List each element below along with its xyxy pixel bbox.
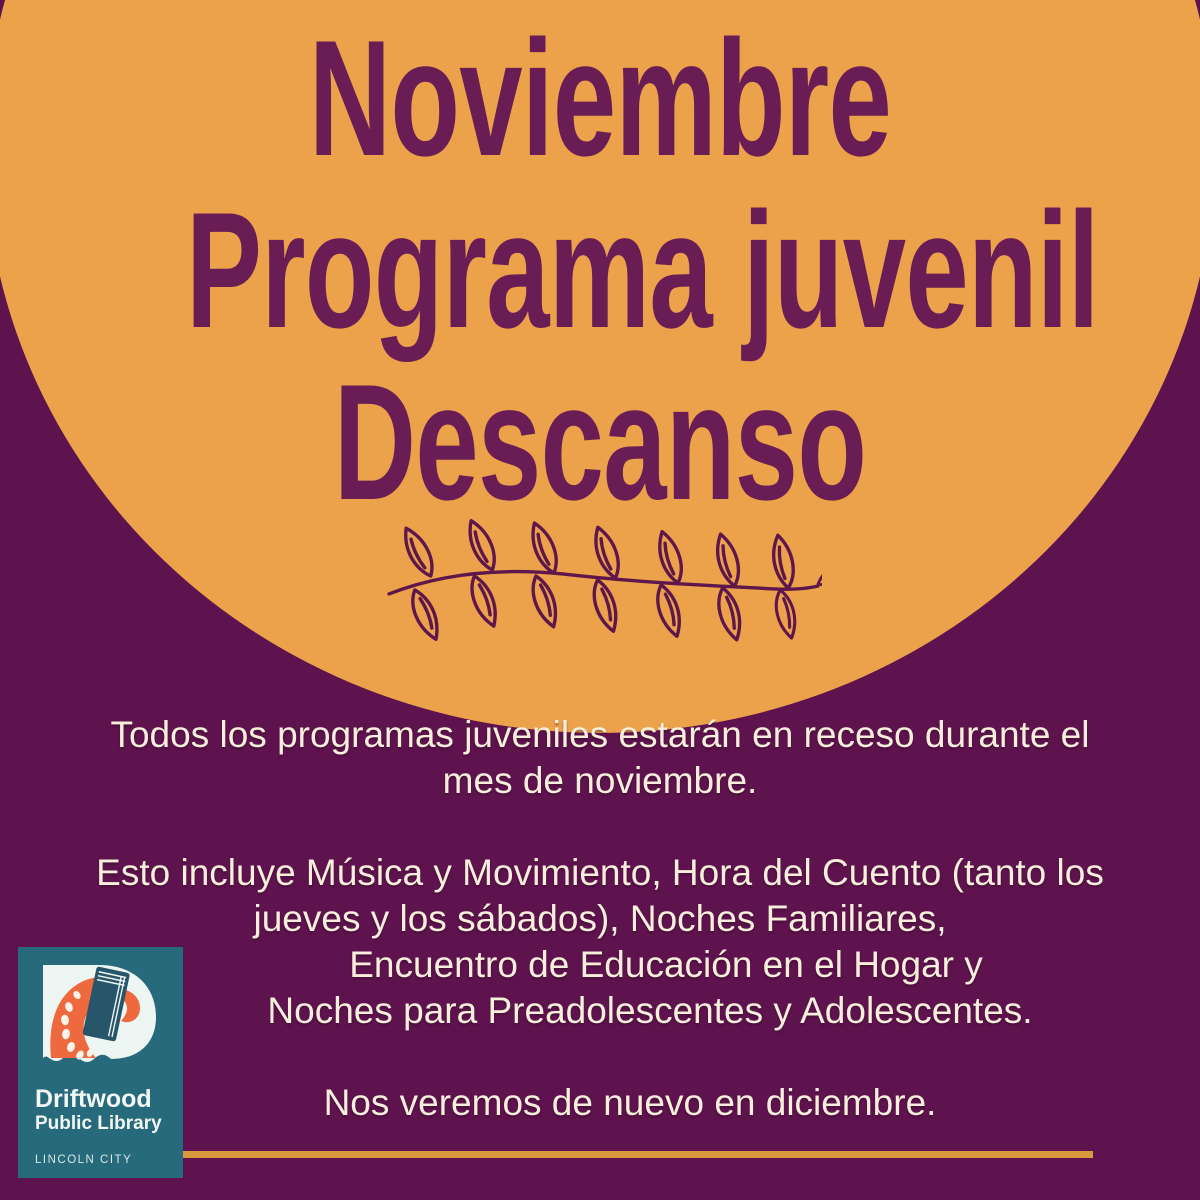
- text-line: mes de noviembre.: [442, 760, 758, 801]
- poster-title: [0, 6, 1200, 534]
- text-line: Esto incluye Música y Movimiento, Hora del Cuento (tanto los: [96, 852, 1104, 893]
- title-line-1: Noviembre: [308, 6, 892, 190]
- text-line: jueves y los sábados), Noches Familiares,: [253, 898, 947, 939]
- logo-city: LINCOLN CITY: [35, 1154, 133, 1166]
- octopus-book-icon: [35, 961, 165, 1076]
- leaf-branch-icon: [385, 506, 822, 658]
- paragraph-1: [0, 712, 1200, 804]
- text-line: Noches para Preadolescentes y Adolescentes.: [267, 990, 1033, 1031]
- text-line: Encuentro de Educación en el Hogar y: [349, 944, 983, 985]
- text-line: Todos los programas juveniles estarán en receso durante el: [110, 714, 1090, 755]
- logo-subtitle: Public Library: [35, 1113, 162, 1134]
- title-line-3: Descanso: [333, 350, 867, 534]
- title-line-2: Programa juvenil: [186, 178, 1099, 362]
- logo-name: Driftwood: [35, 1085, 152, 1113]
- text-line: Nos veremos de nuevo en diciembre.: [323, 1082, 937, 1123]
- divider-line: [183, 1151, 1093, 1158]
- library-logo: [18, 947, 183, 1178]
